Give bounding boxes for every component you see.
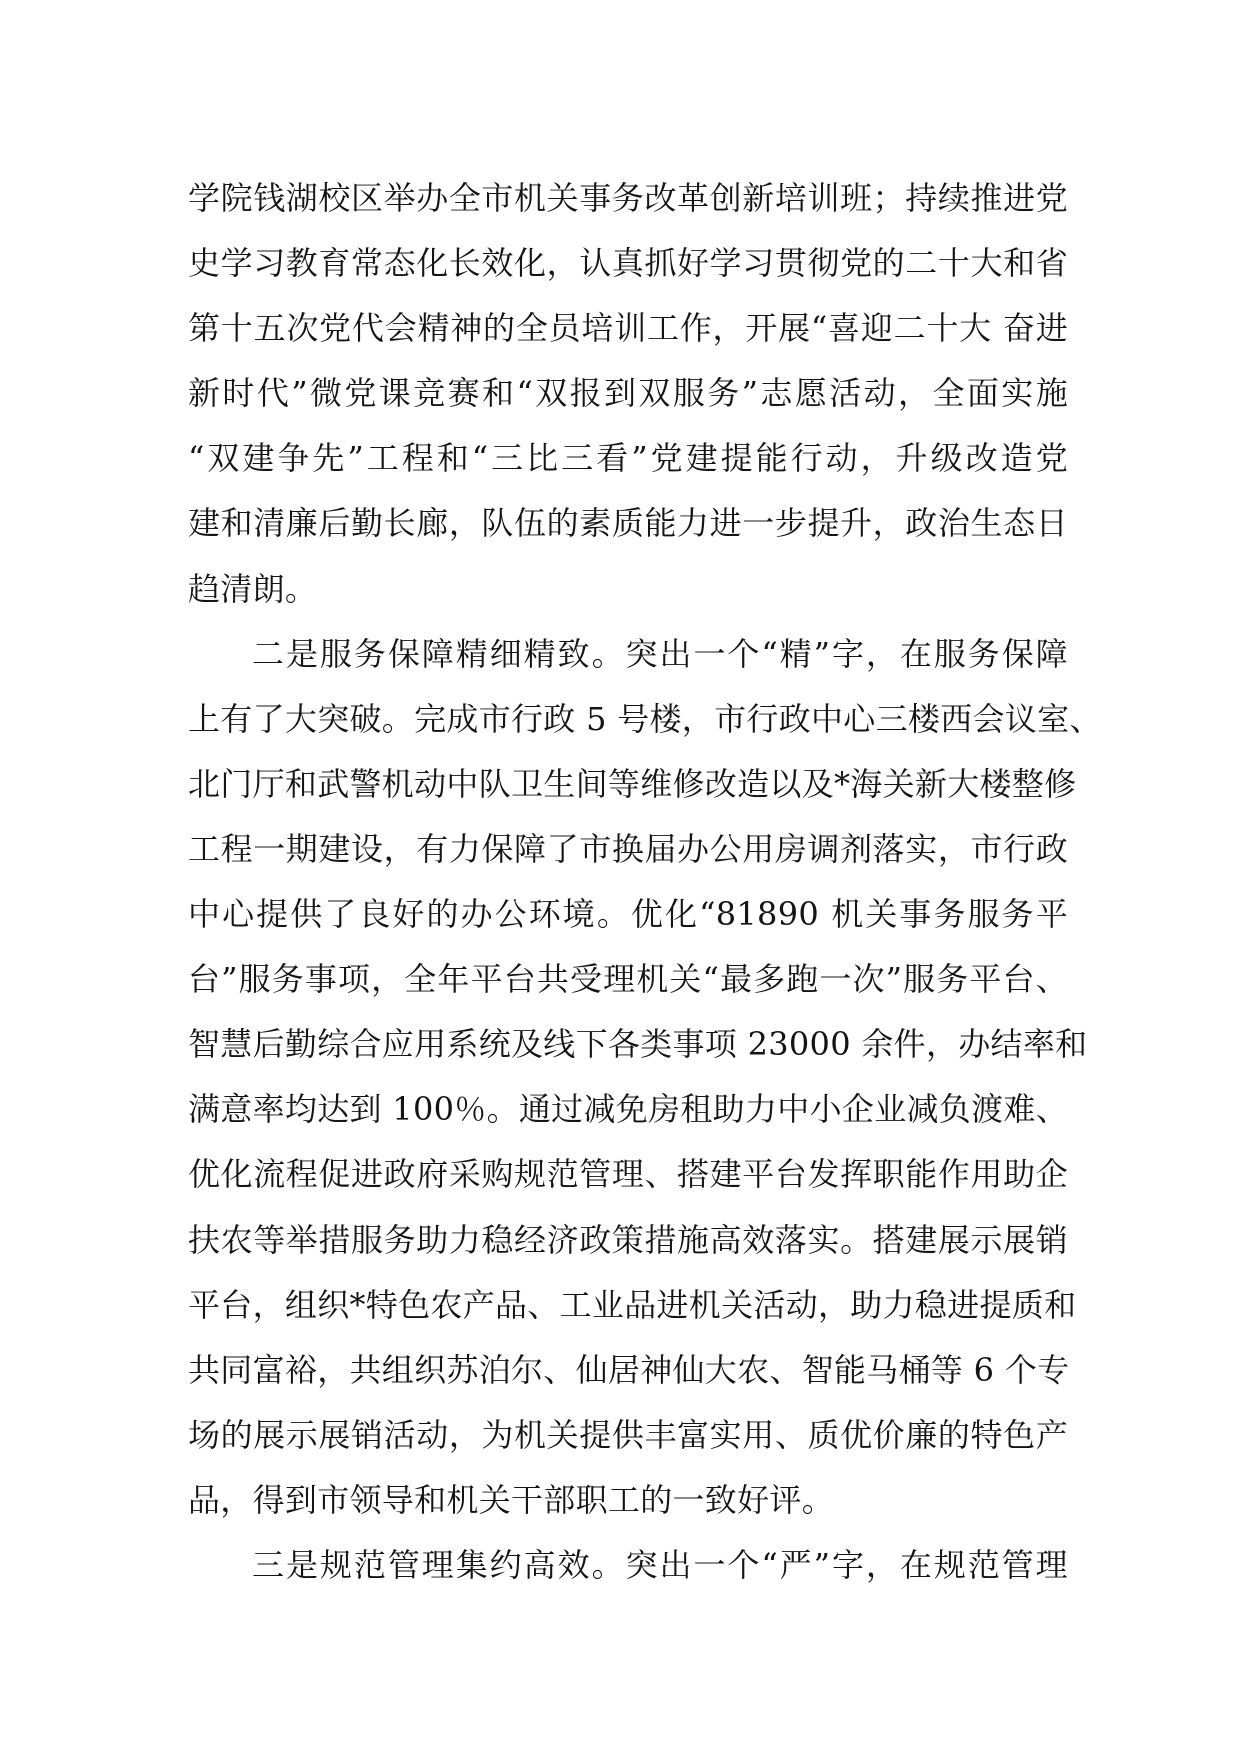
text-line: 二是服务保障精细精致。突出一个“精”字，在服务保障 bbox=[252, 634, 1068, 673]
document-body bbox=[188, 166, 1102, 1598]
text-line: 趋清朗。 bbox=[188, 569, 318, 608]
text-line: 第十五次党代会精神的全员培训工作，开展“喜迎二十大 奋进 bbox=[188, 309, 1068, 348]
text-line: 智慧后勤综合应用系统及线下各类事项 23000 余件，办结率和 bbox=[188, 1025, 1088, 1064]
text-line: 新时代”微党课竞赛和“双报到双服务”志愿活动，全面实施 bbox=[188, 374, 1068, 413]
text-line: “双建争先”工程和“三比三看”党建提能行动，升级改造党 bbox=[188, 439, 1068, 478]
text-line: 台”服务事项，全年平台共受理机关“最多跑一次”服务平台、 bbox=[188, 960, 1068, 999]
text-line: 平台，组织*特色农产品、工业品进机关活动，助力稳进提质和 bbox=[188, 1285, 1077, 1324]
text-line: 三是规范管理集约高效。突出一个“严”字，在规范管理 bbox=[252, 1545, 1068, 1584]
text-line: 共同富裕，共组织苏泊尔、仙居神仙大农、智能马桶等 6 个专 bbox=[188, 1350, 1070, 1389]
text-line: 工程一期建设，有力保障了市换届办公用房调剂落实，市行政 bbox=[188, 829, 1068, 868]
text-line: 满意率均达到 100％。通过减免房租助力中小企业减负渡难、 bbox=[188, 1090, 1068, 1129]
text-line: 上有了大突破。完成市行政 5 号楼，市行政中心三楼西会议室、 bbox=[188, 699, 1102, 738]
text-line: 中心提供了良好的办公环境。优化“81890 机关事务服务平 bbox=[188, 895, 1068, 934]
text-line: 学院钱湖校区举办全市机关事务改革创新培训班；持续推进党 bbox=[188, 179, 1068, 217]
text-line: 优化流程促进政府采购规范管理、搭建平台发挥职能作用助企 bbox=[188, 1155, 1068, 1194]
text-line: 史学习教育常态化长效化，认真抓好学习贯彻党的二十大和省 bbox=[188, 244, 1068, 283]
text-line: 场的展示展销活动，为机关提供丰富实用、质优价廉的特色产 bbox=[188, 1415, 1068, 1454]
text-line: 建和清廉后勤长廊，队伍的素质能力进一步提升，政治生态日 bbox=[188, 504, 1068, 543]
text-line: 北门厅和武警机动中队卫生间等维修改造以及*海关新大楼整修 bbox=[188, 764, 1077, 803]
text-line: 扶农等举措服务助力稳经济政策措施高效落实。搭建展示展销 bbox=[188, 1220, 1068, 1259]
text-line: 品，得到市领导和机关干部职工的一致好评。 bbox=[188, 1480, 835, 1519]
